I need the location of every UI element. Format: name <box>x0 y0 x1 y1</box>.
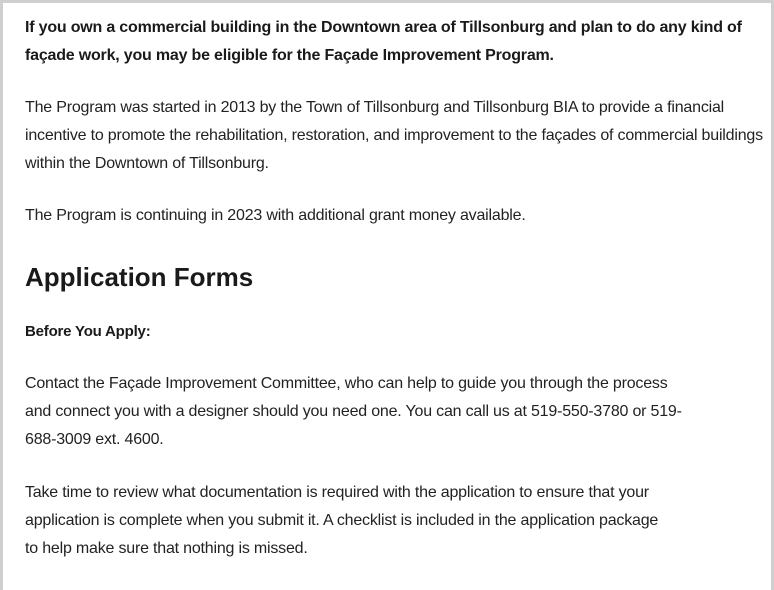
contact-committee-text: Contact the Façade Improvement Committee, who can help to guide you through the process and connect you with a designer should you need one. You can call us at 519-550-3780 or 519-688-3009 ext. 4600. <box>25 375 682 448</box>
application-forms-heading: Application Forms <box>25 262 254 292</box>
program-continuing-text: The Program is continuing in 2023 with additional grant money available. <box>25 207 526 224</box>
review-documentation-text: Take time to review what documentation is required with the application to ensure that your application is complete when you submit it. A checklist is included in the application package to help make sure that nothing is missed. <box>25 484 659 557</box>
before-you-apply-subheading: Before You Apply: <box>25 323 151 340</box>
program-history-text: The Program was started in 2013 by the Town of Tillsonburg and Tillsonburg BIA to provide a financial incentive to promote the rehabilitation, restoration, and improvement to the façades of commercial buildings within the Downtown of Tillsonburg. <box>25 99 763 172</box>
intro-lead-text: If you own a commercial building in the Downtown area of Tillsonburg and plan to do any kind of façade work, you may be eligible for the Façade Improvement Program. <box>25 19 742 64</box>
article-body <box>25 14 770 563</box>
